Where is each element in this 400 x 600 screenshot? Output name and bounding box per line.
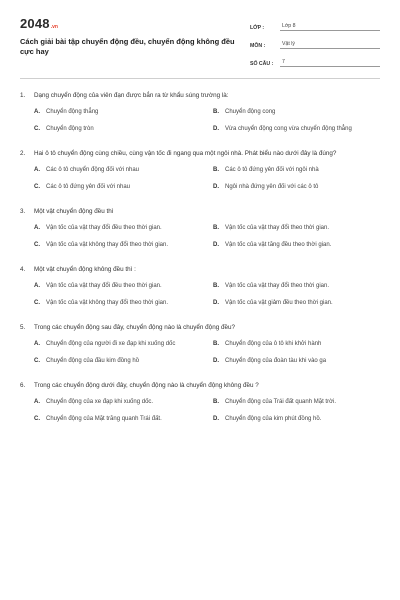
- option-text: Các ô tô chuyển động đối với nhau: [46, 167, 139, 174]
- option-letter: C.: [34, 300, 40, 307]
- option-letter: C.: [34, 416, 40, 423]
- option-text: Vận tốc của vật không thay đổi theo thời gian.: [46, 242, 169, 249]
- option-letter: A.: [34, 283, 40, 290]
- option-letter: C.: [34, 358, 40, 365]
- answer-option[interactable]: [34, 124, 201, 135]
- option-text: Chuyển động của Trái đất quanh Mặt trời.: [225, 399, 336, 406]
- answer-option[interactable]: [213, 223, 380, 234]
- brand-block: [20, 16, 240, 76]
- header-divider: [20, 78, 380, 79]
- answer-option[interactable]: [34, 414, 201, 425]
- question-text: Dạng chuyển động của viên đạn được bắn ra từ khẩu súng trường là:: [34, 92, 229, 99]
- answer-option[interactable]: [213, 281, 380, 292]
- option-text: Chuyển động của ô tô khi khởi hành: [225, 341, 322, 348]
- meta-label: MÔN :: [250, 43, 266, 49]
- option-letter: D.: [213, 126, 219, 133]
- option-letter: B.: [213, 341, 219, 348]
- logo-suffix-text: .vn: [50, 24, 58, 30]
- option-letter: C.: [34, 126, 40, 133]
- question-line: [20, 323, 380, 332]
- question-line: [20, 207, 380, 216]
- answer-options: [20, 397, 380, 425]
- option-letter: D.: [213, 358, 219, 365]
- answer-option[interactable]: [34, 339, 201, 350]
- question-list: [20, 91, 380, 425]
- answer-option[interactable]: [213, 397, 380, 408]
- option-text: Vận tốc của vật thay đổi theo thời gian.: [225, 225, 330, 232]
- answer-option[interactable]: [213, 165, 380, 176]
- question-line: [20, 265, 380, 274]
- option-letter: D.: [213, 300, 219, 307]
- option-text: Vừa chuyển động cong vừa chuyển động thẳng: [225, 126, 352, 133]
- question-line: [20, 381, 380, 390]
- meta-row-subject: [250, 36, 380, 49]
- option-text: Vận tốc của vật thay đổi theo thời gian.: [225, 283, 330, 290]
- answer-option[interactable]: [34, 223, 201, 234]
- answer-option[interactable]: [34, 107, 201, 118]
- answer-option[interactable]: [34, 298, 201, 309]
- question-item: [20, 207, 380, 251]
- meta-value: Vật lý: [280, 41, 380, 49]
- question-number: 5.: [20, 324, 26, 331]
- question-text: Một vật chuyển động đều thì: [34, 208, 114, 215]
- answer-option[interactable]: [34, 240, 201, 251]
- option-letter: B.: [213, 399, 219, 406]
- option-letter: C.: [34, 242, 40, 249]
- option-letter: A.: [34, 399, 40, 406]
- worksheet-meta: [250, 18, 380, 76]
- answer-options: [20, 165, 380, 193]
- answer-option[interactable]: [34, 182, 201, 193]
- option-text: Ngôi nhà đứng yên đối với các ô tô: [225, 184, 319, 191]
- option-text: Vận tốc của vật giảm đều theo thời gian.: [225, 300, 333, 307]
- meta-value: Lớp 8: [280, 23, 380, 31]
- question-text: Trong các chuyển động sau đây, chuyển động nào là chuyển động đều?: [34, 324, 235, 331]
- question-item: [20, 323, 380, 367]
- question-line: [20, 149, 380, 158]
- question-item: [20, 265, 380, 309]
- option-text: Chuyển động của xe đạp khi xuống dốc.: [46, 399, 154, 406]
- option-letter: A.: [34, 109, 40, 116]
- answer-option[interactable]: [34, 281, 201, 292]
- option-letter: C.: [34, 184, 40, 191]
- meta-label: LỚP :: [250, 25, 265, 31]
- option-letter: B.: [213, 167, 219, 174]
- meta-label: SỐ CÂU :: [250, 61, 274, 67]
- answer-option[interactable]: [213, 182, 380, 193]
- option-text: Các ô tô đứng yên đối với ngôi nhà: [225, 167, 319, 174]
- answer-options: [20, 107, 380, 135]
- option-letter: A.: [34, 225, 40, 232]
- question-text: Một vật chuyển động không đều thì :: [34, 266, 136, 273]
- question-text: Hai ô tô chuyển động cùng chiều, cùng vận tốc đi ngang qua một ngôi nhà. Phát biểu nào dưới đây là đúng?: [34, 150, 337, 157]
- question-number: 3.: [20, 208, 26, 215]
- option-text: Chuyển động của đoàn tàu khi vào ga: [225, 358, 327, 365]
- option-letter: B.: [213, 109, 219, 116]
- logo-main-text: 2048: [20, 16, 50, 31]
- answer-option[interactable]: [34, 397, 201, 408]
- answer-option[interactable]: [213, 240, 380, 251]
- question-line: [20, 91, 380, 100]
- question-number: 4.: [20, 266, 26, 273]
- meta-value: 7: [280, 59, 380, 67]
- answer-option[interactable]: [213, 339, 380, 350]
- answer-option[interactable]: [213, 107, 380, 118]
- question-number: 2.: [20, 150, 26, 157]
- option-letter: D.: [213, 242, 219, 249]
- option-letter: D.: [213, 184, 219, 191]
- question-number: 6.: [20, 382, 26, 389]
- answer-options: [20, 223, 380, 251]
- question-item: [20, 91, 380, 135]
- answer-options: [20, 339, 380, 367]
- question-item: [20, 149, 380, 193]
- question-item: [20, 381, 380, 425]
- option-letter: B.: [213, 225, 219, 232]
- question-number: 1.: [20, 92, 26, 99]
- option-text: Vận tốc của vật thay đổi đều theo thời gian.: [46, 283, 162, 290]
- option-text: Vận tốc của vật không thay đổi theo thời gian.: [46, 300, 169, 307]
- option-letter: D.: [213, 416, 219, 423]
- option-letter: B.: [213, 283, 219, 290]
- option-text: Chuyển động của Mặt trăng quanh Trái đất.: [46, 416, 162, 423]
- answer-option[interactable]: [213, 356, 380, 367]
- option-text: Chuyển động của kim phút đồng hồ.: [225, 416, 322, 423]
- option-text: Chuyển động cong: [225, 109, 276, 116]
- option-letter: A.: [34, 167, 40, 174]
- answer-option[interactable]: [34, 165, 201, 176]
- question-text: Trong các chuyển động dưới đây, chuyển động nào là chuyển động không đều ?: [34, 382, 259, 389]
- worksheet-header: [20, 16, 380, 76]
- site-logo[interactable]: [20, 16, 240, 31]
- answer-option[interactable]: [213, 414, 380, 425]
- answer-option[interactable]: [34, 356, 201, 367]
- meta-row-question-count: [250, 54, 380, 67]
- answer-option[interactable]: [213, 124, 380, 135]
- option-text: Chuyển động của người đi xe đạp khi xuống dốc: [46, 341, 176, 348]
- option-text: Vận tốc của vật thay đổi đều theo thời gian.: [46, 225, 162, 232]
- option-text: Vận tốc của vật tăng đều theo thời gian.: [225, 242, 332, 249]
- option-text: Chuyển động tròn: [46, 126, 94, 133]
- option-text: Chuyển động của đầu kim đồng hồ: [46, 358, 140, 365]
- option-letter: A.: [34, 341, 40, 348]
- worksheet-title: Cách giải bài tập chuyển động đều, chuyển động không đều cực hay: [20, 37, 235, 56]
- option-text: Các ô tô đứng yên đối với nhau: [46, 184, 131, 191]
- answer-option[interactable]: [213, 298, 380, 309]
- option-text: Chuyển động thẳng: [46, 109, 99, 116]
- meta-row-grade: [250, 18, 380, 31]
- answer-options: [20, 281, 380, 309]
